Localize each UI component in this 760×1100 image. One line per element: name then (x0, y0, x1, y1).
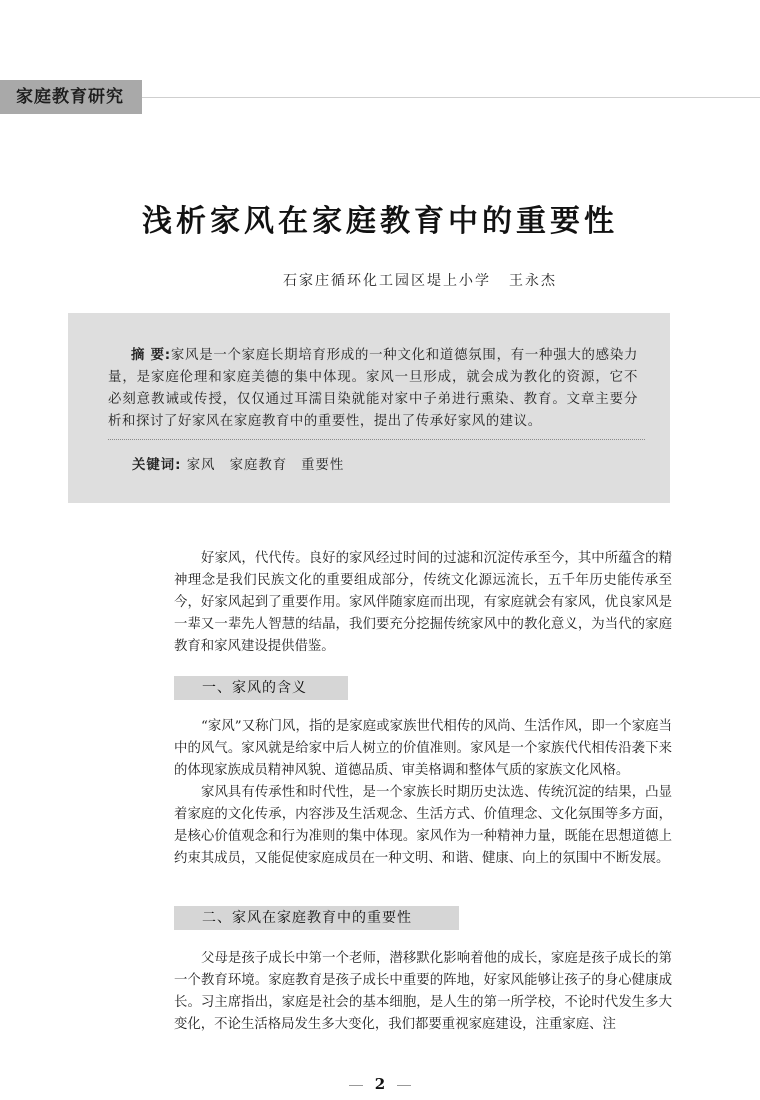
author-line (0, 270, 760, 290)
section2-paragraph-1: 父母是孩子成长中第一个老师，潜移默化影响着他的成长，家庭是孩子成长的第一个教育环境。家庭教育是孩子成长中重要的阵地，好家风能够让孩子的身心健康成长。习主席指出，家庭是社会的基本细胞，是人生的第一所学校，不论时代发生多大变化，不论生活格局发生多大变化，我们都要重视家庭建设，注重家庭、注 (174, 951, 672, 1032)
section-heading-2: 二、家风在家庭教育中的重要性 (174, 906, 459, 930)
abstract-divider (108, 439, 645, 440)
intro-paragraph: 好家风，代代传。良好的家风经过时间的过滤和沉淀传承至今，其中所蕴含的精神理念是我们民族文化的重要组成部分，传统文化源远流长，五千年历史能传承至今，好家风起到了重要作用。家风伴随家庭而出现，有家庭就会有家风，优良家风是一辈又一辈先人智慧的结晶，我们要充分挖掘传统家风中的教化意义，为当代的家庭教育和家风建设提供借鉴。 (174, 551, 672, 654)
header-rule (142, 97, 760, 98)
abstract-label: 摘 要: (131, 348, 171, 363)
page-dash-left (349, 1085, 363, 1086)
keyword: 重要性 (301, 458, 345, 473)
section-tag: 家庭教育研究 (0, 80, 142, 114)
section1-paragraph-2: 家风具有传承性和时代性，是一个家族长时期历史汰选、传统沉淀的结果，凸显着家庭的文化传承，内容涉及生活观念、生活方式、价值理念、文化氛围等多方面，是核心价值观念和行为准则的集中体现。家风作为一种精神力量，既能在思想道德上约束其成员，又能促使家庭成员在一种文明、和谐、健康、向上的氛围中不断发展。 (174, 785, 672, 866)
section-heading-1: 一、家风的含义 (174, 676, 348, 700)
page-number-value: 2 (374, 1075, 386, 1093)
keyword: 家庭教育 (229, 458, 288, 473)
abstract-body: 家风是一个家庭长期培育形成的一种文化和道德氛围，有一种强大的感染力量，是家庭伦理和家庭美德的集中体现。家风一旦形成，就会成为教化的资源，它不必刻意教诫或传授，仅仅通过耳濡目染就能对家中子弟进行熏染、教育。文章主要分析和探讨了好家风在家庭教育中的重要性，提出了传承好家风的建议。 (108, 348, 638, 429)
page-dash-right (397, 1085, 411, 1086)
abstract-text (108, 345, 638, 433)
author-name: 王永杰 (509, 273, 557, 289)
author-org: 石家庄循环化工园区堤上小学 (283, 273, 491, 289)
page-number (0, 1075, 760, 1093)
section1-paragraph-1: “家风”又称门风，指的是家庭或家族世代相传的风尚、生活作风，即一个家庭当中的风气。家风就是给家中后人树立的价值准则。家风是一个家族代代相传沿袭下来的体现家族成员精神风貌、道德品质、审美格调和整体气质的家族文化风格。 (174, 719, 672, 778)
article-title: 浅析家风在家庭教育中的重要性 (142, 204, 618, 239)
keyword: 家风 (186, 458, 216, 473)
abstract-box (68, 313, 670, 503)
keywords (132, 454, 358, 473)
keywords-label: 关键词: (132, 458, 182, 473)
